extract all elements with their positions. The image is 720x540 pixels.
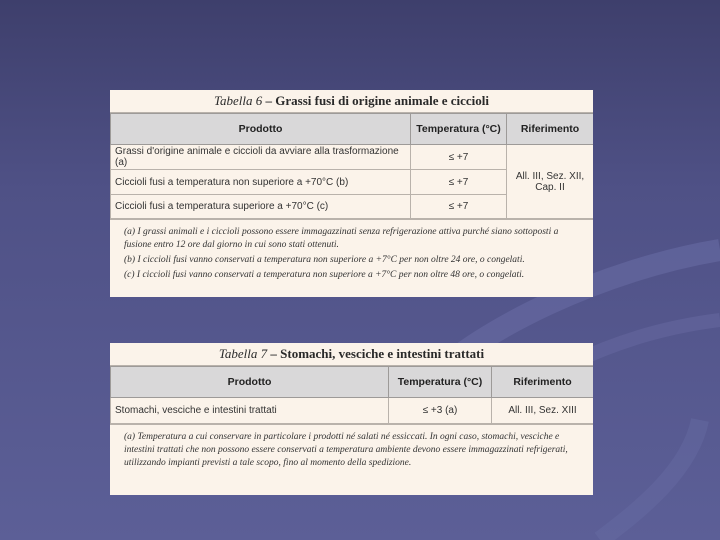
table-6-title [110,90,593,113]
cell-temperatura: ≤ +7 [411,145,507,170]
table-7-panel [110,343,593,495]
cell-prodotto: Stomachi, vesciche e intestini trattati [111,398,389,424]
cell-temperatura: ≤ +3 (a) [389,398,492,424]
cell-riferimento: All. III, Sez. XII, Cap. II [507,145,594,219]
table-6-title-label: Tabella 6 [213,93,263,108]
cell-prodotto: Ciccioli fusi a temperatura non superiore a +70°C (b) [111,170,411,195]
table-7 [110,366,593,424]
cell-prodotto: Grassi d'origine animale e ciccioli da avviare alla trasformazione (a) [111,145,411,170]
table-7-title-text: – Stomachi, vesciche e intestini trattati [267,346,485,361]
table-6-header-row [111,114,594,145]
table-6-title-text: – Grassi fusi di origine animale e ciccioli [262,93,490,108]
note-a: (a) I grassi animali e i ciccioli possono essere immagazzinati senza refrigerazione attiva purché siano sottoposti a fusione entro 12 ore dal giorno in cui sono stati ottenuti. [124,227,559,250]
cell-prodotto: Ciccioli fusi a temperatura superiore a +70°C (c) [111,195,411,219]
note-c: (c) I ciccioli fusi vanno conservati a temperatura non superiore a +7°C per non oltre 48 ore, o congelati. [124,270,525,280]
table-7-header-row [111,367,594,398]
table-6-notes [110,219,593,288]
table-row [111,398,594,424]
note-b: (b) I ciccioli fusi vanno conservati a temperatura non superiore a +7°C per non oltre 24 ore, o congelati. [124,255,525,265]
header-prodotto: Prodotto [111,114,411,145]
header-riferimento: Riferimento [492,367,594,398]
header-prodotto: Prodotto [111,367,389,398]
header-temperatura: Temperatura (°C) [411,114,507,145]
table-6 [110,113,593,219]
header-temperatura: Temperatura (°C) [389,367,492,398]
cell-riferimento: All. III, Sez. XIII [492,398,594,424]
table-7-notes [110,424,593,476]
cell-temperatura: ≤ +7 [411,170,507,195]
header-riferimento: Riferimento [507,114,594,145]
note-a: (a) Temperatura a cui conservare in particolare i prodotti né salati né essiccati. In ogni caso, stomachi, vesciche e intestini trattati che non possono essere conservati a temperatura ambiente devono essere immagazzinati refrigerati, utilizzando impianti previsti a tale scopo, fino al momento della spedizione. [124,432,568,468]
table-row [111,145,594,170]
table-7-title [110,343,593,366]
table-7-title-label: Tabella 7 [218,346,268,361]
cell-temperatura: ≤ +7 [411,195,507,219]
table-6-panel [110,90,593,297]
